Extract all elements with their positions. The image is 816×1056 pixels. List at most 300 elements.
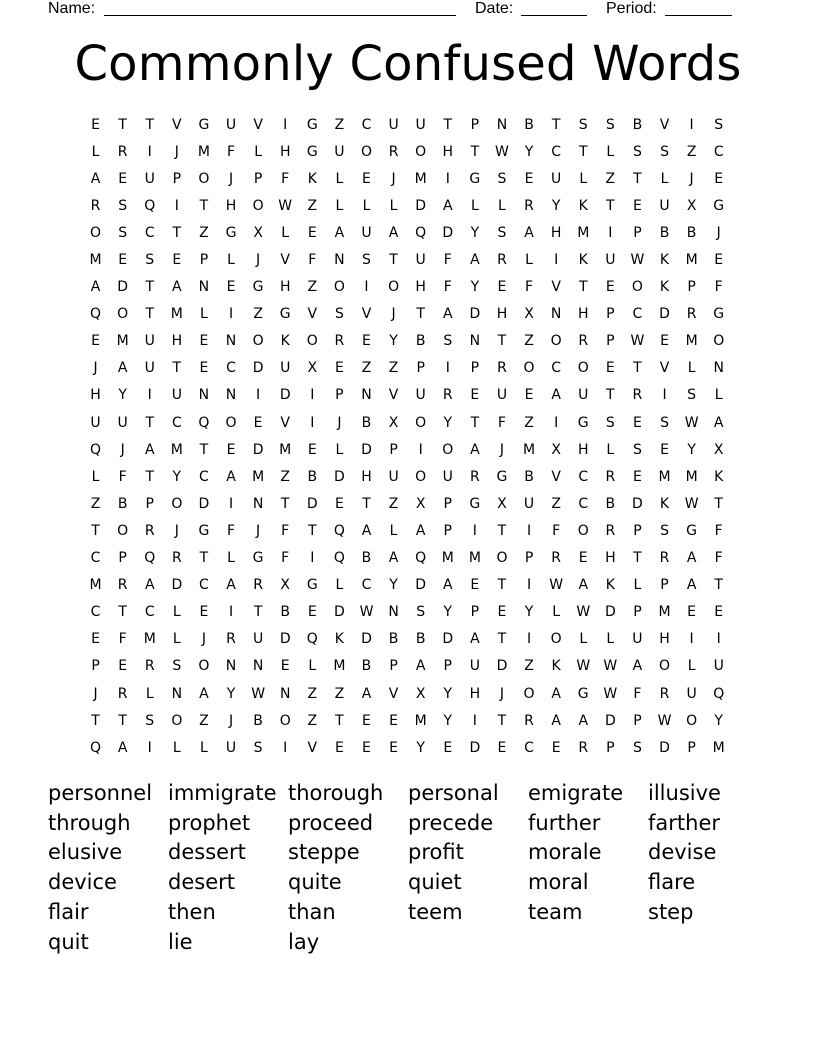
- grid-letter[interactable]: B: [686, 224, 697, 241]
- grid-letter[interactable]: L: [200, 306, 208, 323]
- grid-letter[interactable]: T: [714, 577, 723, 594]
- grid-letter[interactable]: I: [418, 441, 423, 458]
- grid-letter[interactable]: T: [497, 631, 507, 648]
- grid-letter[interactable]: L: [498, 197, 506, 214]
- grid-letter[interactable]: G: [198, 522, 210, 539]
- grid-letter[interactable]: D: [306, 495, 318, 512]
- grid-letter[interactable]: L: [389, 522, 398, 539]
- grid-letter[interactable]: D: [117, 279, 129, 296]
- grid-letter[interactable]: M: [468, 550, 481, 567]
- grid-letter[interactable]: I: [472, 712, 477, 729]
- grid-letter[interactable]: Z: [307, 712, 318, 729]
- grid-letter[interactable]: C: [578, 495, 589, 512]
- grid-letter[interactable]: R: [551, 550, 561, 567]
- grid-letter[interactable]: J: [174, 143, 179, 160]
- grid-letter[interactable]: W: [549, 577, 564, 594]
- grid-letter[interactable]: T: [416, 306, 425, 323]
- grid-letter[interactable]: J: [228, 712, 234, 729]
- grid-letter[interactable]: W: [576, 658, 591, 675]
- grid-letter[interactable]: A: [361, 685, 372, 702]
- grid-letter[interactable]: N: [198, 279, 210, 296]
- grid-letter[interactable]: E: [687, 604, 697, 621]
- grid-letter[interactable]: W: [657, 712, 672, 729]
- grid-letter[interactable]: J: [716, 224, 721, 241]
- grid-letter[interactable]: C: [90, 604, 101, 621]
- grid-letter[interactable]: I: [310, 414, 315, 431]
- grid-letter[interactable]: C: [226, 360, 236, 377]
- grid-letter[interactable]: U: [415, 387, 426, 404]
- grid-letter[interactable]: I: [147, 387, 152, 404]
- grid-letter[interactable]: P: [633, 224, 642, 241]
- grid-letter[interactable]: T: [145, 116, 155, 133]
- grid-letter[interactable]: H: [605, 550, 616, 567]
- grid-letter[interactable]: R: [388, 143, 399, 160]
- grid-letter[interactable]: O: [713, 333, 725, 350]
- grid-letter[interactable]: E: [334, 739, 344, 756]
- grid-letter[interactable]: E: [91, 333, 100, 350]
- grid-letter[interactable]: E: [307, 441, 317, 458]
- grid-letter[interactable]: R: [117, 577, 128, 594]
- grid-letter[interactable]: P: [416, 360, 425, 377]
- grid-letter[interactable]: A: [578, 712, 589, 729]
- grid-letter[interactable]: N: [469, 333, 481, 350]
- grid-letter[interactable]: O: [686, 712, 698, 729]
- grid-letter[interactable]: F: [525, 279, 534, 296]
- grid-letter[interactable]: U: [361, 224, 372, 241]
- grid-letter[interactable]: Z: [199, 224, 209, 241]
- grid-letter[interactable]: B: [361, 658, 372, 675]
- grid-letter[interactable]: N: [252, 658, 264, 675]
- grid-letter[interactable]: M: [414, 170, 427, 187]
- grid-letter[interactable]: N: [361, 387, 372, 404]
- grid-letter[interactable]: Y: [687, 441, 696, 458]
- grid-letter[interactable]: T: [497, 712, 507, 729]
- grid-letter[interactable]: F: [714, 279, 723, 296]
- grid-letter[interactable]: A: [172, 279, 182, 296]
- grid-letter[interactable]: A: [713, 414, 724, 431]
- grid-letter[interactable]: S: [253, 739, 263, 756]
- grid-letter[interactable]: Y: [389, 577, 398, 594]
- grid-letter[interactable]: F: [443, 252, 452, 269]
- grid-letter[interactable]: J: [228, 170, 234, 187]
- grid-letter[interactable]: U: [496, 387, 508, 404]
- grid-letter[interactable]: G: [686, 522, 698, 539]
- grid-letter[interactable]: R: [524, 197, 534, 214]
- grid-letter[interactable]: Q: [333, 522, 345, 539]
- grid-letter[interactable]: K: [659, 279, 670, 296]
- grid-letter[interactable]: G: [496, 468, 508, 485]
- grid-letter[interactable]: U: [90, 414, 101, 431]
- grid-letter[interactable]: Q: [144, 197, 156, 214]
- grid-letter[interactable]: N: [225, 658, 237, 675]
- grid-letter[interactable]: C: [361, 116, 372, 133]
- grid-letter[interactable]: F: [443, 279, 452, 296]
- grid-letter[interactable]: H: [469, 685, 481, 702]
- grid-letter[interactable]: J: [256, 522, 261, 539]
- grid-letter[interactable]: G: [252, 279, 264, 296]
- grid-letter[interactable]: B: [415, 631, 426, 648]
- grid-letter[interactable]: U: [605, 252, 616, 269]
- grid-letter[interactable]: N: [496, 116, 508, 133]
- grid-letter[interactable]: E: [497, 604, 507, 621]
- grid-letter[interactable]: L: [335, 197, 344, 214]
- grid-letter[interactable]: P: [443, 522, 452, 539]
- grid-letter[interactable]: I: [310, 387, 315, 404]
- grid-letter[interactable]: G: [469, 170, 481, 187]
- grid-letter[interactable]: O: [252, 333, 264, 350]
- grid-letter[interactable]: O: [415, 414, 427, 431]
- grid-letter[interactable]: L: [687, 658, 696, 675]
- grid-letter[interactable]: Z: [524, 333, 534, 350]
- grid-letter[interactable]: I: [526, 577, 532, 594]
- grid-letter[interactable]: D: [198, 495, 210, 512]
- grid-letter[interactable]: V: [307, 739, 318, 756]
- name-field[interactable]: [104, 15, 456, 16]
- grid-letter[interactable]: R: [226, 631, 236, 648]
- grid-letter[interactable]: Z: [551, 495, 561, 512]
- grid-letter[interactable]: D: [334, 604, 345, 621]
- grid-letter[interactable]: I: [228, 604, 234, 621]
- grid-letter[interactable]: Z: [605, 170, 616, 187]
- grid-letter[interactable]: M: [441, 550, 454, 567]
- grid-letter[interactable]: S: [334, 306, 344, 323]
- grid-letter[interactable]: E: [389, 712, 398, 729]
- grid-letter[interactable]: I: [310, 550, 315, 567]
- grid-letter[interactable]: E: [172, 252, 182, 269]
- grid-letter[interactable]: X: [253, 224, 263, 241]
- grid-letter[interactable]: Y: [443, 685, 453, 702]
- grid-letter[interactable]: E: [253, 414, 263, 431]
- grid-letter[interactable]: M: [89, 577, 102, 594]
- grid-letter[interactable]: F: [281, 522, 290, 539]
- grid-letter[interactable]: N: [252, 495, 264, 512]
- grid-letter[interactable]: A: [442, 577, 453, 594]
- grid-letter[interactable]: E: [470, 387, 480, 404]
- grid-letter[interactable]: Y: [470, 224, 480, 241]
- grid-letter[interactable]: W: [630, 333, 645, 350]
- grid-letter[interactable]: T: [606, 197, 615, 214]
- grid-letter[interactable]: F: [497, 414, 506, 431]
- grid-letter[interactable]: B: [632, 116, 643, 133]
- grid-letter[interactable]: E: [524, 387, 534, 404]
- grid-letter[interactable]: P: [470, 604, 480, 621]
- grid-letter[interactable]: L: [91, 143, 100, 160]
- grid-letter[interactable]: Y: [714, 712, 723, 729]
- grid-letter[interactable]: K: [659, 252, 670, 269]
- grid-letter[interactable]: W: [359, 604, 374, 621]
- grid-letter[interactable]: L: [606, 143, 615, 160]
- grid-letter[interactable]: F: [552, 522, 561, 539]
- grid-letter[interactable]: E: [632, 414, 642, 431]
- grid-letter[interactable]: E: [118, 252, 128, 269]
- grid-letter[interactable]: U: [469, 658, 480, 675]
- grid-letter[interactable]: Q: [90, 306, 102, 323]
- grid-letter[interactable]: P: [606, 739, 615, 756]
- grid-letter[interactable]: W: [603, 658, 618, 675]
- grid-letter[interactable]: D: [469, 306, 481, 323]
- grid-letter[interactable]: Q: [90, 739, 102, 756]
- grid-letter[interactable]: E: [443, 739, 453, 756]
- grid-letter[interactable]: D: [496, 658, 508, 675]
- grid-letter[interactable]: I: [689, 631, 694, 648]
- grid-letter[interactable]: L: [281, 224, 290, 241]
- grid-letter[interactable]: H: [577, 306, 589, 323]
- grid-letter[interactable]: L: [200, 739, 208, 756]
- grid-letter[interactable]: T: [551, 116, 561, 133]
- grid-letter[interactable]: O: [550, 631, 562, 648]
- grid-letter[interactable]: X: [307, 360, 318, 377]
- grid-letter[interactable]: Q: [90, 441, 102, 458]
- grid-letter[interactable]: A: [90, 279, 101, 296]
- grid-letter[interactable]: E: [118, 170, 128, 187]
- grid-letter[interactable]: D: [415, 197, 427, 214]
- grid-letter[interactable]: S: [145, 252, 155, 269]
- grid-letter[interactable]: V: [551, 279, 561, 296]
- grid-letter[interactable]: H: [90, 387, 101, 404]
- grid-letter[interactable]: T: [199, 441, 209, 458]
- grid-letter[interactable]: A: [117, 739, 128, 756]
- grid-letter[interactable]: I: [283, 739, 288, 756]
- grid-letter[interactable]: J: [337, 414, 342, 431]
- grid-letter[interactable]: E: [226, 279, 236, 296]
- grid-letter[interactable]: B: [280, 604, 290, 621]
- grid-letter[interactable]: E: [91, 116, 100, 133]
- grid-letter[interactable]: Z: [199, 712, 209, 729]
- grid-letter[interactable]: M: [685, 252, 698, 269]
- grid-letter[interactable]: D: [252, 441, 264, 458]
- grid-letter[interactable]: Z: [334, 685, 345, 702]
- grid-letter[interactable]: A: [551, 387, 561, 404]
- grid-letter[interactable]: S: [145, 712, 155, 729]
- grid-letter[interactable]: L: [172, 604, 181, 621]
- grid-letter[interactable]: R: [144, 522, 155, 539]
- grid-letter[interactable]: A: [551, 712, 561, 729]
- period-field[interactable]: [665, 15, 732, 16]
- grid-letter[interactable]: U: [225, 739, 237, 756]
- grid-letter[interactable]: D: [171, 577, 183, 594]
- grid-letter[interactable]: H: [279, 143, 291, 160]
- grid-letter[interactable]: O: [442, 441, 454, 458]
- grid-letter[interactable]: P: [633, 522, 642, 539]
- grid-letter[interactable]: A: [334, 224, 345, 241]
- grid-letter[interactable]: Q: [415, 550, 427, 567]
- grid-letter[interactable]: E: [118, 658, 128, 675]
- grid-letter[interactable]: M: [577, 224, 590, 241]
- grid-letter[interactable]: C: [171, 414, 182, 431]
- grid-letter[interactable]: O: [577, 360, 589, 377]
- grid-letter[interactable]: J: [93, 685, 98, 702]
- grid-letter[interactable]: Q: [333, 550, 345, 567]
- grid-letter[interactable]: U: [713, 658, 724, 675]
- grid-letter[interactable]: O: [279, 712, 291, 729]
- grid-letter[interactable]: N: [171, 685, 183, 702]
- grid-letter[interactable]: S: [660, 143, 669, 160]
- grid-letter[interactable]: F: [226, 143, 236, 160]
- grid-letter[interactable]: E: [307, 604, 317, 621]
- grid-letter[interactable]: H: [415, 279, 426, 296]
- grid-letter[interactable]: M: [333, 658, 346, 675]
- grid-letter[interactable]: P: [253, 170, 263, 187]
- grid-letter[interactable]: F: [118, 631, 127, 648]
- grid-letter[interactable]: T: [199, 550, 209, 567]
- grid-letter[interactable]: C: [578, 468, 589, 485]
- grid-letter[interactable]: A: [524, 224, 534, 241]
- grid-letter[interactable]: O: [550, 333, 562, 350]
- grid-letter[interactable]: S: [497, 170, 507, 187]
- grid-letter[interactable]: T: [280, 495, 290, 512]
- grid-letter[interactable]: H: [496, 306, 508, 323]
- grid-letter[interactable]: E: [470, 577, 480, 594]
- grid-letter[interactable]: Y: [443, 604, 453, 621]
- grid-letter[interactable]: Z: [90, 495, 101, 512]
- grid-letter[interactable]: G: [577, 414, 589, 431]
- grid-letter[interactable]: S: [632, 143, 642, 160]
- grid-letter[interactable]: M: [252, 468, 265, 485]
- grid-letter[interactable]: X: [415, 685, 426, 702]
- grid-letter[interactable]: L: [687, 360, 696, 377]
- grid-letter[interactable]: R: [469, 468, 480, 485]
- grid-letter[interactable]: L: [362, 197, 371, 214]
- grid-letter[interactable]: J: [689, 170, 694, 187]
- grid-letter[interactable]: L: [91, 468, 100, 485]
- grid-letter[interactable]: T: [497, 522, 507, 539]
- grid-letter[interactable]: J: [391, 170, 396, 187]
- grid-letter[interactable]: O: [659, 658, 671, 675]
- grid-letter[interactable]: E: [362, 739, 371, 756]
- grid-letter[interactable]: E: [660, 333, 669, 350]
- grid-letter[interactable]: H: [659, 631, 670, 648]
- grid-letter[interactable]: L: [579, 170, 588, 187]
- grid-letter[interactable]: D: [659, 306, 670, 323]
- grid-letter[interactable]: R: [497, 252, 507, 269]
- grid-letter[interactable]: M: [712, 739, 725, 756]
- grid-letter[interactable]: I: [445, 170, 450, 187]
- grid-letter[interactable]: M: [170, 441, 183, 458]
- grid-letter[interactable]: E: [334, 495, 344, 512]
- grid-letter[interactable]: N: [198, 387, 210, 404]
- grid-letter[interactable]: K: [659, 495, 670, 512]
- grid-letter[interactable]: K: [280, 333, 290, 350]
- grid-letter[interactable]: I: [554, 414, 559, 431]
- grid-letter[interactable]: N: [388, 604, 399, 621]
- grid-letter[interactable]: N: [550, 306, 562, 323]
- grid-letter[interactable]: A: [117, 360, 128, 377]
- grid-letter[interactable]: Z: [280, 468, 290, 485]
- grid-letter[interactable]: E: [578, 550, 588, 567]
- grid-letter[interactable]: P: [470, 360, 480, 377]
- grid-letter[interactable]: P: [199, 252, 209, 269]
- grid-letter[interactable]: S: [118, 197, 128, 214]
- grid-letter[interactable]: A: [388, 550, 399, 567]
- grid-letter[interactable]: K: [578, 252, 588, 269]
- grid-letter[interactable]: S: [632, 441, 642, 458]
- grid-letter[interactable]: A: [199, 685, 209, 702]
- grid-letter[interactable]: Q: [713, 685, 725, 702]
- grid-letter[interactable]: A: [470, 441, 480, 458]
- grid-letter[interactable]: Z: [307, 279, 318, 296]
- grid-letter[interactable]: R: [578, 739, 589, 756]
- grid-letter[interactable]: F: [281, 170, 290, 187]
- grid-letter[interactable]: S: [660, 414, 669, 431]
- grid-letter[interactable]: R: [578, 333, 589, 350]
- grid-letter[interactable]: P: [606, 306, 615, 323]
- grid-letter[interactable]: E: [362, 170, 371, 187]
- grid-letter[interactable]: T: [145, 279, 155, 296]
- grid-letter[interactable]: D: [632, 495, 643, 512]
- grid-letter[interactable]: R: [90, 197, 101, 214]
- grid-letter[interactable]: B: [361, 414, 372, 431]
- grid-letter[interactable]: J: [391, 306, 396, 323]
- grid-letter[interactable]: Y: [524, 143, 534, 160]
- grid-letter[interactable]: T: [199, 197, 209, 214]
- grid-letter[interactable]: M: [143, 631, 156, 648]
- grid-letter[interactable]: G: [306, 116, 318, 133]
- grid-letter[interactable]: T: [91, 712, 100, 729]
- grid-letter[interactable]: B: [117, 495, 128, 512]
- grid-letter[interactable]: G: [577, 685, 589, 702]
- grid-letter[interactable]: A: [415, 658, 426, 675]
- grid-letter[interactable]: O: [117, 522, 129, 539]
- grid-letter[interactable]: W: [684, 414, 699, 431]
- grid-letter[interactable]: U: [334, 143, 345, 160]
- grid-letter[interactable]: O: [198, 170, 210, 187]
- grid-letter[interactable]: K: [551, 658, 561, 675]
- grid-letter[interactable]: Z: [388, 360, 399, 377]
- grid-letter[interactable]: S: [687, 387, 697, 404]
- grid-letter[interactable]: E: [524, 170, 534, 187]
- grid-letter[interactable]: L: [714, 387, 723, 404]
- grid-letter[interactable]: E: [632, 468, 642, 485]
- grid-letter[interactable]: U: [171, 387, 182, 404]
- grid-letter[interactable]: B: [659, 224, 670, 241]
- grid-letter[interactable]: Y: [443, 712, 453, 729]
- grid-letter[interactable]: P: [660, 577, 669, 594]
- grid-letter[interactable]: M: [197, 143, 210, 160]
- grid-letter[interactable]: O: [415, 143, 427, 160]
- grid-letter[interactable]: D: [604, 604, 616, 621]
- grid-letter[interactable]: X: [280, 577, 290, 594]
- grid-letter[interactable]: K: [334, 631, 344, 648]
- grid-letter[interactable]: V: [388, 685, 399, 702]
- grid-letter[interactable]: A: [226, 577, 236, 594]
- grid-letter[interactable]: C: [551, 360, 562, 377]
- grid-letter[interactable]: E: [199, 360, 209, 377]
- grid-letter[interactable]: Z: [253, 306, 263, 323]
- grid-letter[interactable]: O: [523, 360, 535, 377]
- grid-letter[interactable]: G: [713, 306, 725, 323]
- grid-letter[interactable]: Z: [307, 685, 318, 702]
- grid-letter[interactable]: E: [280, 658, 290, 675]
- grid-letter[interactable]: S: [578, 116, 588, 133]
- grid-letter[interactable]: M: [170, 306, 183, 323]
- grid-letter[interactable]: O: [523, 685, 535, 702]
- grid-letter[interactable]: A: [90, 170, 101, 187]
- grid-letter[interactable]: W: [684, 495, 699, 512]
- grid-letter[interactable]: C: [144, 604, 155, 621]
- grid-letter[interactable]: O: [306, 333, 318, 350]
- grid-letter[interactable]: L: [389, 197, 398, 214]
- grid-letter[interactable]: I: [608, 224, 613, 241]
- grid-letter[interactable]: P: [172, 170, 182, 187]
- grid-letter[interactable]: Y: [118, 387, 127, 404]
- grid-letter[interactable]: E: [334, 360, 344, 377]
- grid-letter[interactable]: D: [334, 468, 345, 485]
- grid-letter[interactable]: T: [470, 143, 480, 160]
- grid-letter[interactable]: P: [91, 658, 100, 675]
- grid-letter[interactable]: T: [497, 577, 507, 594]
- grid-letter[interactable]: V: [659, 360, 670, 377]
- grid-letter[interactable]: K: [307, 170, 317, 187]
